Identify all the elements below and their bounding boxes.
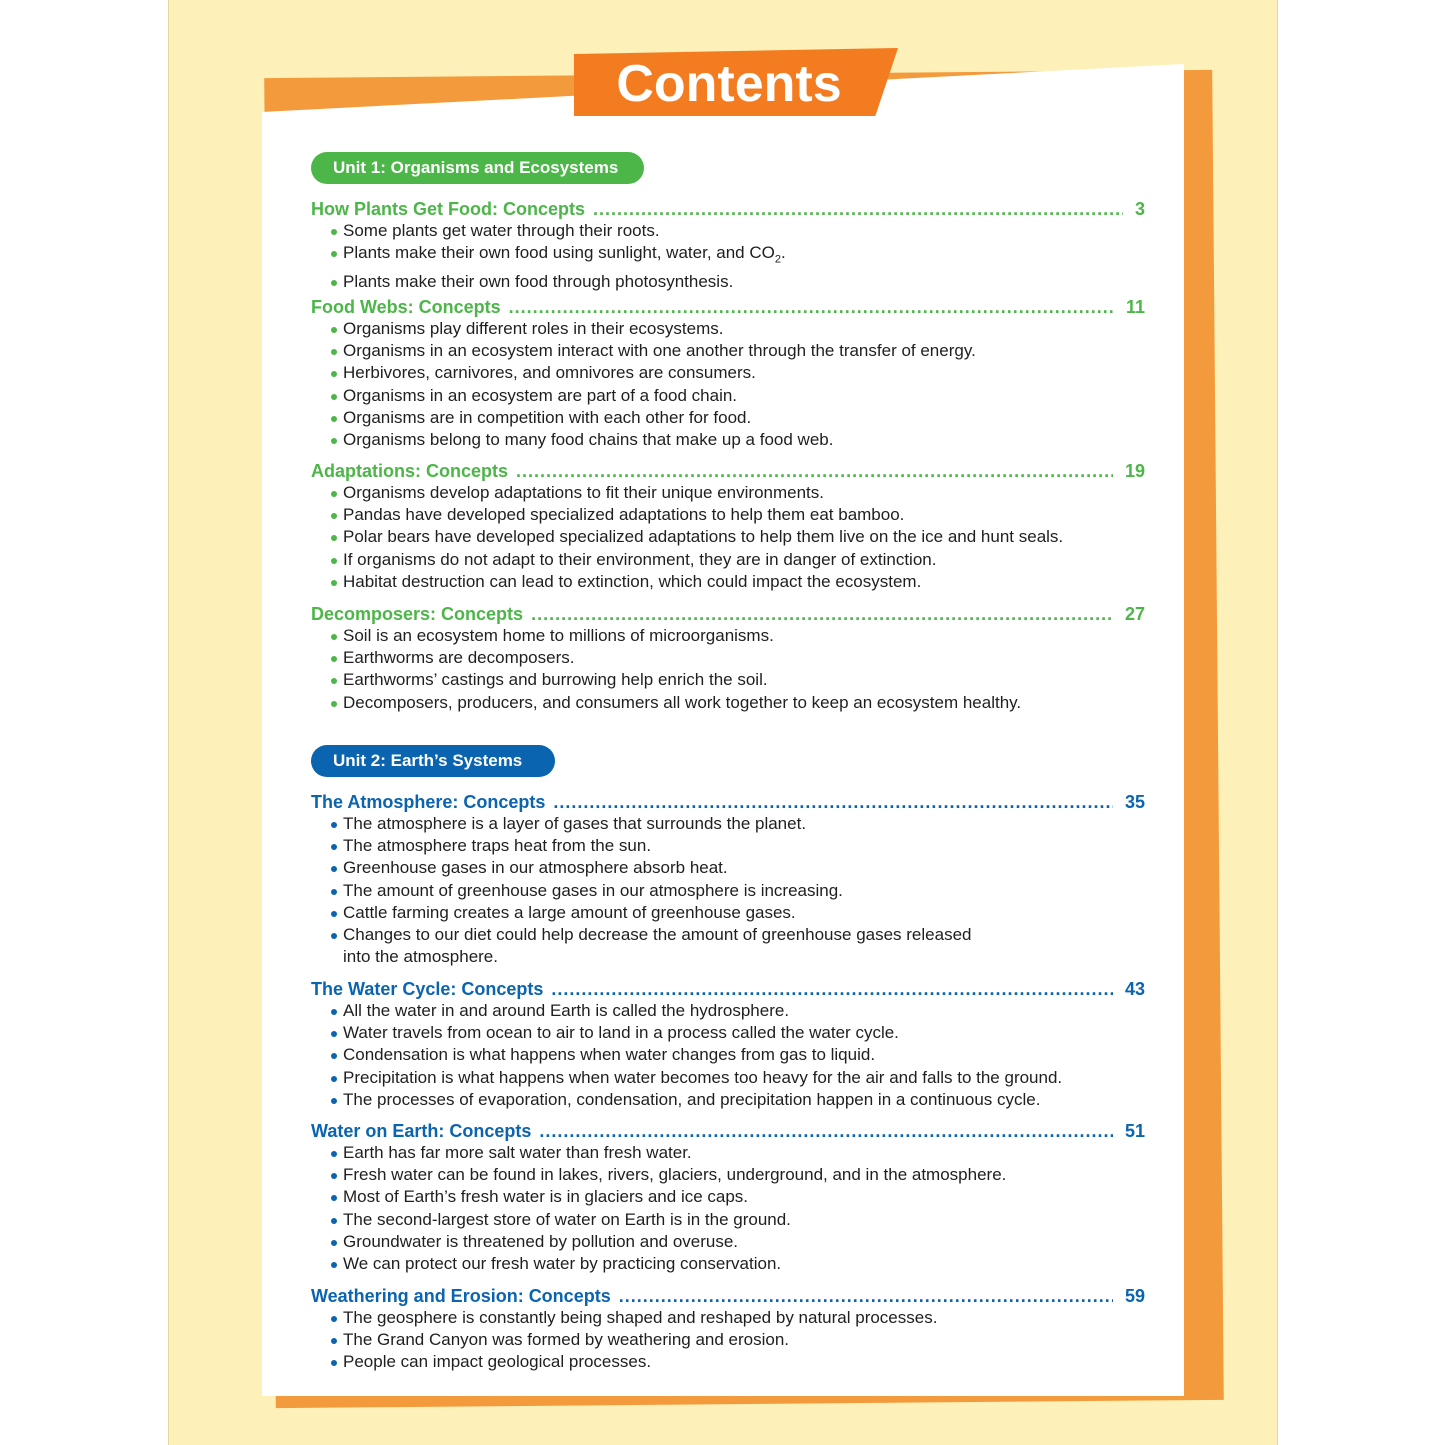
dot-leader (539, 1120, 1113, 1142)
concept-list (329, 1000, 1129, 1111)
list-item: The Grand Canyon was formed by weathering and erosion. (329, 1329, 1129, 1351)
dot-leader (553, 791, 1113, 813)
list-item: Earthworms’ castings and burrowing help enrich the soil. (329, 669, 1129, 691)
dot-leader (531, 603, 1113, 625)
list-item: Organisms belong to many food chains that make up a food web. (329, 429, 1129, 451)
list-item: Changes to our diet could help decrease the amount of greenhouse gases released into the atmosphere. (329, 924, 1129, 968)
list-item: We can protect our fresh water by practicing conservation. (329, 1253, 1129, 1275)
list-item: The geosphere is constantly being shaped and reshaped by natural processes. (329, 1307, 1129, 1329)
list-item: Soil is an ecosystem home to millions of microorganisms. (329, 625, 1129, 647)
list-item: Habitat destruction can lead to extinction, which could impact the ecosystem. (329, 571, 1129, 593)
list-item: Polar bears have developed specialized adaptations to help them live on the ice and hunt seals. (329, 526, 1129, 548)
list-item: Earthworms are decomposers. (329, 647, 1129, 669)
list-item: People can impact geological processes. (329, 1351, 1129, 1373)
concept-list (329, 1142, 1129, 1275)
concept-list (329, 482, 1129, 593)
toc-entry-water-cycle[interactable] (311, 978, 1145, 1000)
list-item: Decomposers, producers, and consumers all work together to keep an ecosystem healthy. (329, 692, 1129, 714)
subscript-2: 2 (774, 253, 781, 266)
list-item: Groundwater is threatened by pollution and overuse. (329, 1231, 1129, 1253)
toc-page-number: 11 (1125, 297, 1145, 317)
toc-entry-adaptations[interactable] (311, 460, 1145, 482)
list-item: Precipitation is what happens when water becomes too heavy for the air and falls to the ground. (329, 1067, 1129, 1089)
toc-entry-title: Decomposers: Concepts (311, 604, 524, 624)
toc-page-number: 3 (1134, 199, 1145, 219)
list-item: The atmosphere is a layer of gases that surrounds the planet. (329, 813, 1129, 835)
concept-list (329, 813, 1129, 968)
concept-list (329, 220, 1129, 293)
toc-entry-title: Water on Earth: Concepts (311, 1121, 532, 1141)
toc-entry-title: How Plants Get Food: Concepts (311, 199, 586, 219)
toc-entry-decomposers[interactable] (311, 603, 1145, 625)
period: . (780, 243, 786, 263)
toc-entry-title: Food Webs: Concepts (311, 297, 501, 317)
toc-entry-weathering-erosion[interactable] (311, 1285, 1145, 1307)
list-item: Organisms are in competition with each other for food. (329, 407, 1129, 429)
concept-list (329, 625, 1129, 714)
list-item-continuation: into the atmosphere. (343, 947, 498, 967)
list-item: Pandas have developed specialized adaptations to help them eat bamboo. (329, 504, 1129, 526)
list-item: The second-largest store of water on Earth is in the ground. (329, 1209, 1129, 1231)
list-item: Most of Earth’s fresh water is in glaciers and ice caps. (329, 1186, 1129, 1208)
toc-entry-title: Weathering and Erosion: Concepts (311, 1286, 611, 1306)
toc-entry-food-webs[interactable] (311, 296, 1145, 318)
list-item: Cattle farming creates a large amount of greenhouse gases. (329, 902, 1129, 924)
dot-leader (516, 460, 1113, 482)
list-item: Some plants get water through their roots. (329, 220, 1129, 242)
toc-page-number: 19 (1124, 461, 1145, 481)
toc-entry-water-on-earth[interactable] (311, 1120, 1145, 1142)
toc-entry-title: Adaptations: Concepts (311, 461, 509, 481)
list-item: Water travels from ocean to air to land in a process called the water cycle. (329, 1022, 1129, 1044)
page-title: Contents (616, 55, 842, 113)
unit-2-badge: Unit 2: Earth’s Systems (311, 745, 555, 777)
list-item: Organisms in an ecosystem interact with one another through the transfer of energy. (329, 340, 1129, 362)
dot-leader (509, 296, 1114, 318)
toc-entry-how-plants-get-food[interactable] (311, 198, 1145, 220)
dot-leader (619, 1285, 1113, 1307)
toc-entry-atmosphere[interactable] (311, 791, 1145, 813)
dot-leader (551, 978, 1113, 1000)
toc-page-number: 27 (1124, 604, 1145, 624)
toc-entry-title: The Atmosphere: Concepts (311, 792, 546, 812)
list-item: The amount of greenhouse gases in our atmosphere is increasing. (329, 880, 1129, 902)
toc-page-number: 43 (1124, 979, 1145, 999)
list-item: Condensation is what happens when water changes from gas to liquid. (329, 1044, 1129, 1066)
list-item: Herbivores, carnivores, and omnivores are consumers. (329, 362, 1129, 384)
list-item: Earth has far more salt water than fresh water. (329, 1142, 1129, 1164)
list-item: All the water in and around Earth is called the hydrosphere. (329, 1000, 1129, 1022)
list-item: Organisms in an ecosystem are part of a food chain. (329, 385, 1129, 407)
list-item: Plants make their own food using sunlight, water, and $CO_2$. (329, 242, 1129, 271)
list-item: The atmosphere traps heat from the sun. (329, 835, 1129, 857)
list-item: If organisms do not adapt to their environment, they are in danger of extinction. (329, 549, 1129, 571)
toc-page-number: 35 (1124, 792, 1145, 812)
list-item: Greenhouse gases in our atmosphere absorb heat. (329, 857, 1129, 879)
list-item: Plants make their own food through photosynthesis. (329, 271, 1129, 293)
unit-1-badge: Unit 1: Organisms and Ecosystems (311, 152, 644, 184)
list-item: Organisms play different roles in their ecosystems. (329, 318, 1129, 340)
toc-page-number: 59 (1124, 1286, 1145, 1306)
list-item: The processes of evaporation, condensation, and precipitation happen in a continuous cycle. (329, 1089, 1129, 1111)
list-item: Organisms develop adaptations to fit their unique environments. (329, 482, 1129, 504)
toc-entry-title: The Water Cycle: Concepts (311, 979, 544, 999)
concept-list (329, 1307, 1129, 1374)
list-item: Fresh water can be found in lakes, rivers, glaciers, underground, and in the atmosphere. (329, 1164, 1129, 1186)
dot-leader (593, 198, 1123, 220)
toc-page-number: 51 (1124, 1121, 1145, 1141)
concept-list (329, 318, 1129, 451)
